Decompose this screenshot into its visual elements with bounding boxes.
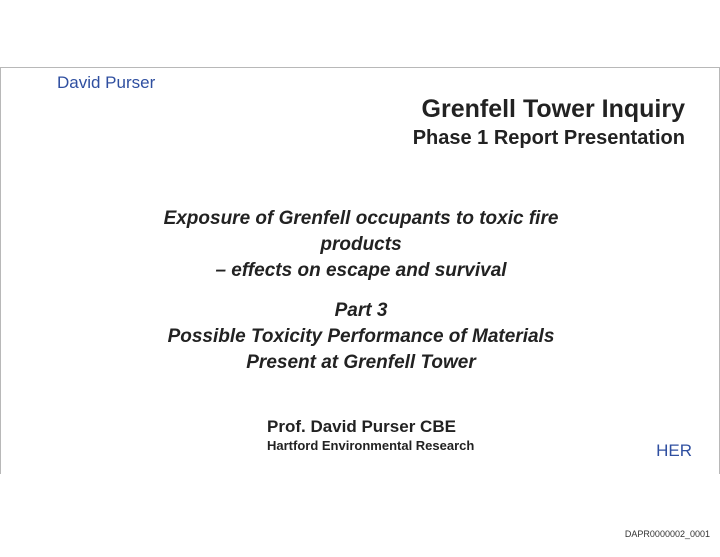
- presentation-slide: [0, 67, 720, 474]
- presenter-block: [267, 416, 474, 454]
- part-line: Possible Toxicity Performance of Materials: [167, 326, 555, 347]
- her-logo: HER: [656, 441, 692, 460]
- part-heading: [141, 298, 581, 376]
- topic-line: products: [320, 234, 402, 255]
- presenter-organisation: Hartford Environmental Research: [267, 438, 475, 453]
- topic-line: Exposure of Grenfell occupants to toxic fire: [163, 208, 559, 229]
- slide-title: Grenfell Tower Inquiry: [421, 95, 685, 123]
- part-line: Part 3: [334, 300, 388, 321]
- title-block: [413, 92, 685, 150]
- author-name: David Purser: [57, 73, 156, 92]
- topic-line: – effects on escape and survival: [215, 260, 507, 281]
- slide-subtitle: Phase 1 Report Presentation: [412, 127, 685, 149]
- part-line: Present at Grenfell Tower: [246, 352, 476, 373]
- document-reference: DAPR0000002_0001: [624, 529, 710, 539]
- topic-heading: [141, 206, 581, 284]
- presenter-name: Prof. David Purser CBE: [267, 417, 456, 436]
